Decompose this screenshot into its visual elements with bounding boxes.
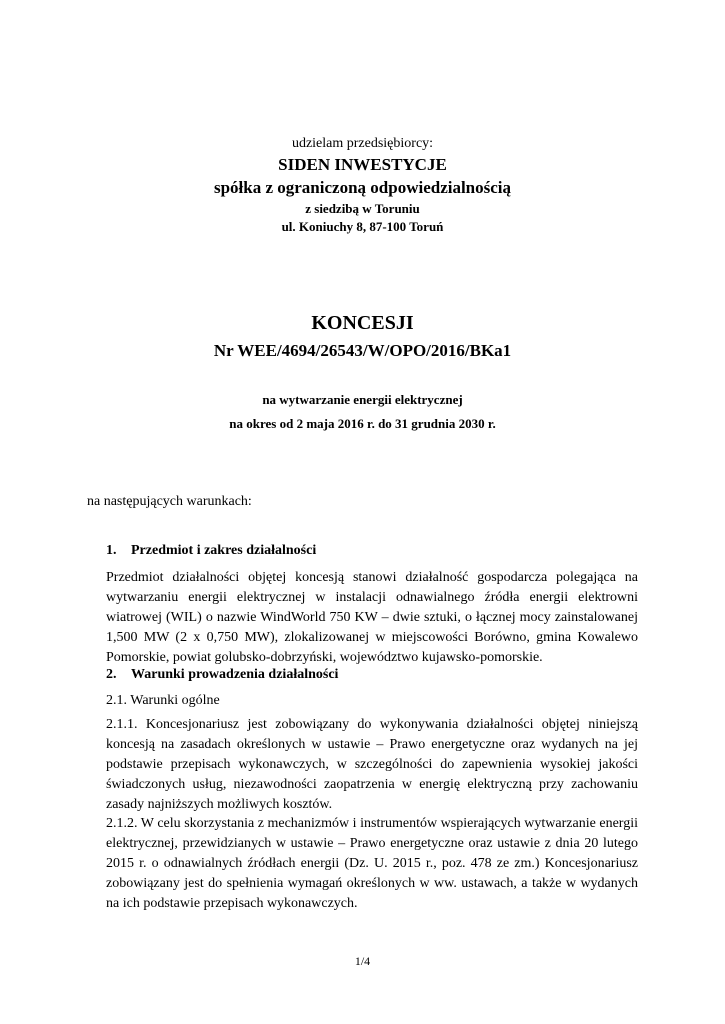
subsection-2-1-2: 2.1.2. W celu skorzystania z mechanizmów i instrumentów wspierających wytwarzanie energii elektrycznej, przewidzianych w ustawie – Prawo energetyczne oraz ustawie z dnia 20 lutego 2015 r. o odnawialnych źródłach energii (Dz. U. 2015 r., poz. 478 ze zm.) Koncesjonariusz zobowiązany jest do spełnienia wymagań określonych w ww. ustawach, a także w wydanych na ich podstawie przepisach wykonawczych. <box>106 816 638 911</box>
intro-text: udzielam przedsiębiorcy: <box>291 136 434 151</box>
company-legal-form: spółka z ograniczoną odpowiedzialnością <box>213 178 512 197</box>
section-1-number: 1. <box>106 543 117 558</box>
license-purpose: na wytwarzanie energii elektrycznej <box>262 392 463 407</box>
section-1-title: Przedmiot i zakres działalności <box>131 543 317 558</box>
section-2-number: 2. <box>106 667 117 682</box>
subsection-2-1-1: 2.1.1. Koncesjonariusz jest zobowiązany do wykonywania działalności objętej niniejszą koncesją na zasadach określonych w ustawie – Prawo energetyczne oraz wydanych na jej podstawie przepisach wykonawczych, w szczególności do zapewnienia wysokiej jakości świadczonych usług, niezawodności zaopatrzenia w energię elektryczną przy zachowaniu zasady najniższych możliwych kosztów. <box>106 717 638 812</box>
license-period: na okres od 2 maja 2016 r. do 31 grudnia 2030 r. <box>229 416 496 431</box>
page-number: 1/4 <box>354 954 371 968</box>
document-number: Nr WEE/4694/26543/W/OPO/2016/BKa1 <box>213 341 512 360</box>
company-seat: z siedzibą w Toruniu <box>305 201 420 216</box>
subsection-2-1: 2.1. Warunki ogólne <box>106 693 220 708</box>
section-1-text: Przedmiot działalności objętej koncesją stanowi działalność gospodarcza polegająca na wytwarzaniu energii elektrycznej w instalacji odnawialnego źródła energii elektrowni wiatrowej (WIL) o nazwie WindWorld 750 KW – dwie sztuki, o łącznej mocy zainstalowanej 1,500 MW (2 x 0,750 MW), zlokalizowanej w miejscowości Borówno, gmina Kowalewo Pomorskie, powiat golubsko-dobrzyński, województwo kujawsko-pomorskie. <box>106 570 638 665</box>
section-2-heading <box>106 667 338 683</box>
conditions-intro: na następujących warunkach: <box>87 494 252 509</box>
company-name: SIDEN INWESTYCJE <box>278 155 447 174</box>
company-address: ul. Koniuchy 8, 87-100 Toruń <box>281 219 444 234</box>
document-title: KONCESJI <box>311 312 414 334</box>
section-1-heading <box>106 543 316 559</box>
section-2-title: Warunki prowadzenia działalności <box>131 667 339 682</box>
